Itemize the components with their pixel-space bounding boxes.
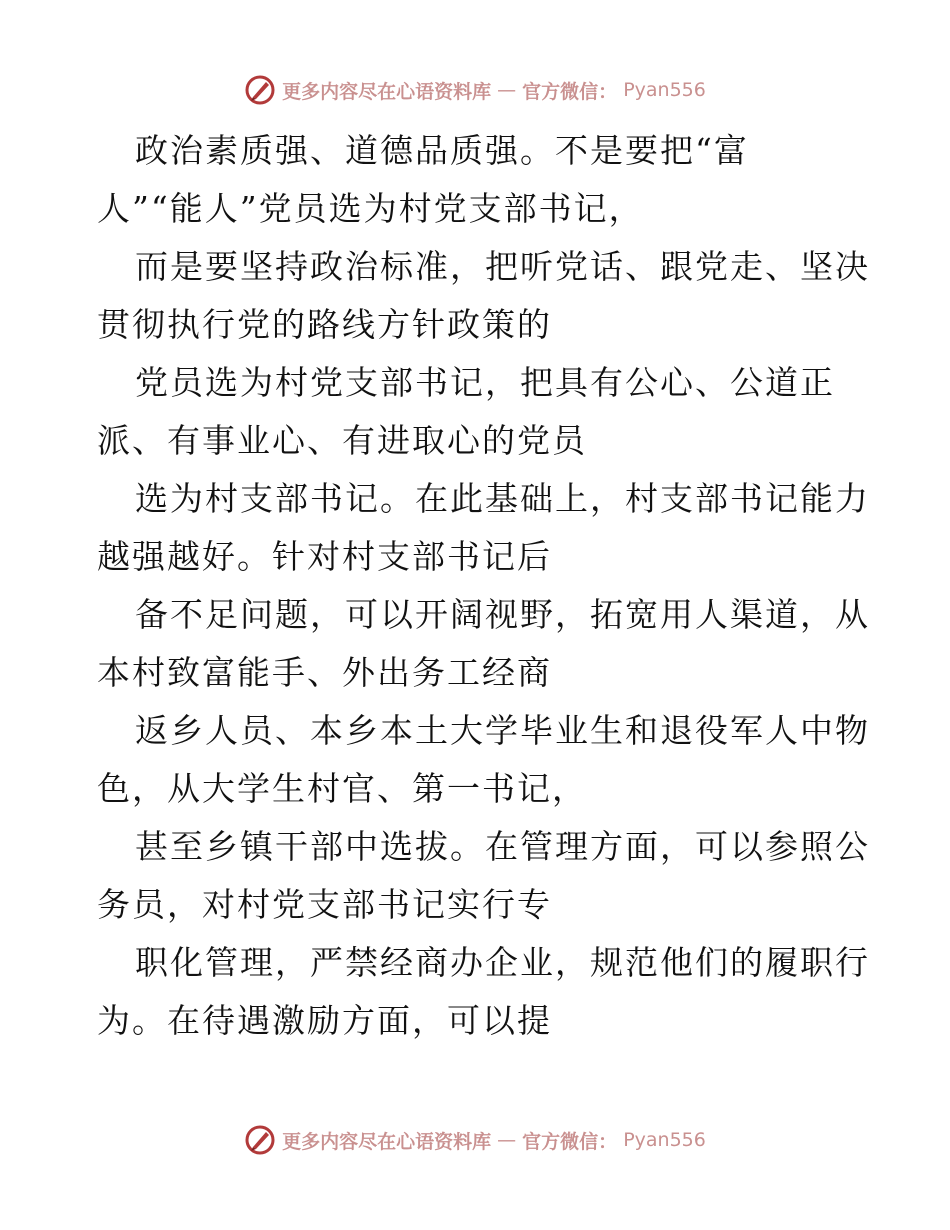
pen-logo-icon xyxy=(244,1124,276,1156)
body-line: 务员，对村党支部书记实行专 xyxy=(97,885,552,924)
pen-logo-icon xyxy=(244,74,276,106)
body-line: 色，从大学生村官、第一书记， xyxy=(97,769,587,808)
header-watermark xyxy=(0,70,950,110)
watermark-brand: 更多内容尽在心语资料库 xyxy=(282,1130,492,1153)
watermark-separator: — xyxy=(497,1129,517,1151)
body-line: 甚至乡镇干部中选拔。在管理方面，可以参照公 xyxy=(135,827,870,866)
body-line: 备不足问题，可以开阔视野，拓宽用人渠道，从 xyxy=(135,595,870,634)
body-line: 党员选为村党支部书记，把具有公心、公道正 xyxy=(135,363,835,402)
body-line: 人”“能人”党员选为村党支部书记， xyxy=(97,189,644,228)
body-line: 为。在待遇激励方面，可以提 xyxy=(97,1001,552,1040)
watermark-account: Pyan556 xyxy=(623,1129,706,1151)
body-line: 贯彻执行党的路线方针政策的 xyxy=(97,305,552,344)
body-line: 选为村支部书记。在此基础上，村支部书记能力 xyxy=(135,479,870,518)
body-line: 越强越好。针对村支部书记后 xyxy=(97,537,552,576)
body-line: 而是要坚持政治标准，把听党话、跟党走、坚决 xyxy=(135,247,870,286)
body-line: 政治素质强、道德品质强。不是要把“富 xyxy=(135,131,749,170)
watermark-separator: — xyxy=(497,79,517,101)
body-line: 本村致富能手、外出务工经商 xyxy=(97,653,552,692)
footer-watermark xyxy=(0,1120,950,1160)
watermark-brand: 更多内容尽在心语资料库 xyxy=(282,80,492,103)
body-line: 派、有事业心、有进取心的党员 xyxy=(97,421,587,460)
watermark-suffix: 官方微信： xyxy=(522,1130,618,1153)
watermark-suffix: 官方微信： xyxy=(522,80,618,103)
body-line: 返乡人员、本乡本土大学毕业生和退役军人中物 xyxy=(135,711,870,750)
body-line: 职化管理，严禁经商办企业，规范他们的履职行 xyxy=(135,943,870,982)
document-body xyxy=(97,122,870,1050)
watermark-account: Pyan556 xyxy=(623,79,706,101)
